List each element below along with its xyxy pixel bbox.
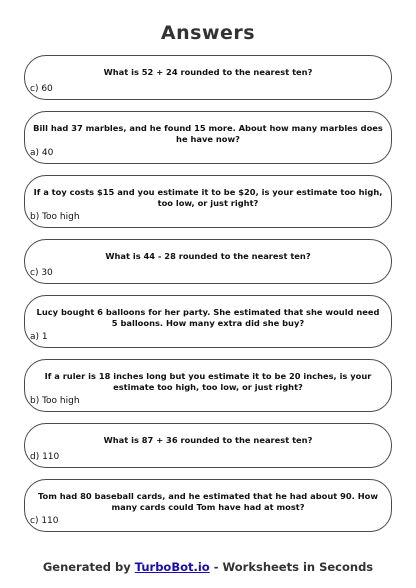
answer-card bbox=[24, 479, 392, 532]
answer-card bbox=[24, 295, 392, 348]
footer bbox=[0, 560, 416, 574]
question-text: What is 44 - 28 rounded to the nearest ten? bbox=[105, 251, 311, 261]
question-text: What is 52 + 24 rounded to the nearest ten? bbox=[103, 67, 313, 77]
answer-text: b) Too high bbox=[30, 212, 80, 222]
answer-card bbox=[24, 239, 392, 284]
page-title: Answers bbox=[160, 22, 256, 44]
footer-suffix: - Worksheets in Seconds bbox=[209, 560, 374, 574]
answer-card bbox=[24, 423, 392, 468]
footer-prefix: Generated by bbox=[42, 560, 135, 574]
answer-text: c) 60 bbox=[30, 84, 53, 94]
answer-text: c) 110 bbox=[30, 516, 59, 526]
answer-card bbox=[24, 55, 392, 100]
answer-card bbox=[24, 175, 392, 228]
question-text: If a toy costs $15 and you estimate it to be $20, is your estimate too high, too low, or just right? bbox=[33, 187, 383, 208]
question-text: Tom had 80 baseball cards, and he estimated that he had about 90. How many cards could Tom have had at most? bbox=[37, 491, 379, 512]
answer-text: a) 40 bbox=[30, 148, 54, 158]
answer-card bbox=[24, 359, 392, 412]
answer-text: a) 1 bbox=[30, 332, 48, 342]
answer-card bbox=[24, 111, 392, 164]
question-text: Lucy bought 6 balloons for her party. She estimated that she would need 5 balloons. How many extra did she buy? bbox=[36, 307, 380, 328]
turbobot-link[interactable]: TurboBot.io bbox=[134, 560, 210, 574]
answer-text: c) 30 bbox=[30, 268, 53, 278]
question-text: If a ruler is 18 inches long but you estimate it to be 20 inches, is your estimate too high, too low, or just right? bbox=[44, 371, 372, 392]
answer-text: b) Too high bbox=[30, 396, 80, 406]
question-text: What is 87 + 36 rounded to the nearest ten? bbox=[103, 435, 313, 445]
question-text: Bill had 37 marbles, and he found 15 more. About how many marbles does he have now? bbox=[33, 123, 383, 144]
answer-text: d) 110 bbox=[30, 452, 60, 462]
